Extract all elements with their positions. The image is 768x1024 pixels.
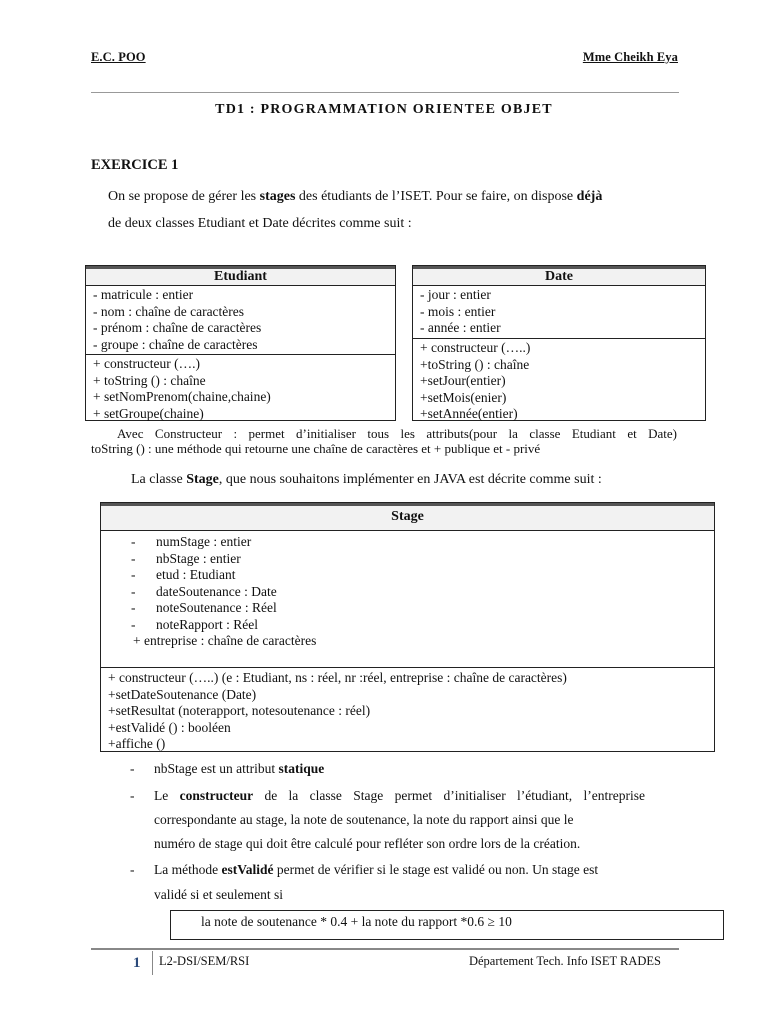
method-item: + setGroupe(chaine) — [93, 405, 204, 421]
method-item: + setNomPrenom(chaine,chaine) — [93, 389, 271, 404]
attribute-item: - noteSoutenance : Réel — [131, 600, 277, 615]
note-line-2: toString () : une méthode qui retourne une chaîne de caractères et + publique et - privé — [91, 441, 541, 456]
page-number: 1 — [133, 955, 141, 971]
class-date-methods — [413, 338, 705, 423]
attribute-item: - numStage : entier — [131, 534, 252, 549]
attribute-item: - année : entier — [420, 320, 501, 335]
attribute-item: - matricule : entier — [93, 287, 194, 302]
requirements-list — [130, 761, 645, 906]
class-etudiant-box — [85, 265, 396, 421]
class-etudiant-methods — [86, 354, 395, 422]
attribute-item: - jour : entier — [420, 287, 491, 302]
footer-department: Département Tech. Info ISET RADES — [468, 954, 661, 968]
attribute-item: - prénom : chaîne de caractères — [93, 320, 262, 335]
attribute-item: - groupe : chaîne de caractères — [93, 336, 258, 352]
method-item: +toString () : chaîne — [420, 356, 530, 372]
footer-separator — [152, 951, 153, 975]
method-item: + constructeur (….) — [93, 356, 200, 371]
method-item: +setDateSoutenance (Date) — [108, 686, 257, 702]
method-item: +setMois(enier) — [420, 389, 507, 405]
attribute-item: - mois : entier — [420, 303, 496, 319]
footer-classes: L2-DSI/SEM/RSI — [159, 954, 250, 968]
attribute-item: - nbStage : entier — [131, 550, 241, 566]
header-divider — [91, 92, 679, 93]
class-etudiant-attributes — [86, 286, 395, 354]
note-line-1: Avec Constructeur : permet d’initialiser tous les attributs(pour la classe Etudiant et Date) — [117, 426, 677, 441]
class-date-box — [412, 265, 706, 421]
method-item: +setAnnée(entier) — [420, 406, 518, 421]
class-date-attributes — [413, 286, 705, 338]
class-date-name: Date — [413, 266, 705, 286]
header-course: E.C. POO — [91, 50, 146, 64]
class-stage-box — [100, 502, 715, 752]
method-item: + toString () : chaîne — [93, 372, 206, 388]
method-item: +estValidé () : booléen — [108, 719, 231, 735]
class-etudiant-name: Etudiant — [86, 266, 395, 286]
attribute-item: + entreprise : chaîne de caractères — [133, 633, 317, 648]
validation-formula: la note de soutenance * 0.4 + la note du rapport *0.6 ≥ 10 — [170, 910, 724, 940]
attribute-item: - nom : chaîne de caractères — [93, 303, 245, 319]
method-item: + constructeur (…..) (e : Etudiant, ns : réel, nr :réel, entreprise : chaîne de caractères) — [108, 670, 567, 685]
intro-line-2: de deux classes Etudiant et Date décrites comme suit : — [108, 216, 412, 231]
intro-line-1: On se propose de gérer les stages des étudiants de l’ISET. Pour se faire, on dispose déjà — [108, 189, 603, 204]
attribute-item: - dateSoutenance : Date — [131, 583, 277, 599]
method-item: +affiche () — [108, 736, 166, 751]
method-item: +setResultat (noterapport, notesoutenance : réel) — [108, 703, 371, 718]
footer-divider — [91, 948, 679, 950]
exercise-heading: EXERCICE 1 — [91, 157, 179, 173]
page-title: TD1 : PROGRAMMATION ORIENTEE OBJET — [215, 102, 553, 117]
class-stage-name: Stage — [101, 503, 714, 531]
attribute-item: - noteRapport : Réel — [131, 616, 258, 632]
method-item: + constructeur (…..) — [420, 340, 531, 355]
header-author: Mme Cheikh Eya — [582, 50, 678, 64]
method-item: +setJour(entier) — [420, 373, 506, 388]
list-item: - La méthode estValidé permet de vérifier si le stage est validé ou non. Un stage est validé si et seulement si — [130, 862, 599, 902]
list-item: - Le constructeur de la classe Stage permet d’initialiser l’étudiant, l’entreprise correspondante au stage, la note de soutenance, la note du rapport ainsi que le numéro de stage qui doit être calculé pour refléter son ordre lors de la création. — [130, 788, 645, 851]
attribute-item: - etud : Etudiant — [131, 567, 236, 582]
list-item: - nbStage est un attribut statique — [130, 761, 325, 776]
class-stage-attributes — [101, 531, 714, 667]
class-stage-methods — [101, 667, 714, 753]
stage-intro: La classe Stage, que nous souhaitons implémenter en JAVA est décrite comme suit : — [131, 472, 602, 487]
